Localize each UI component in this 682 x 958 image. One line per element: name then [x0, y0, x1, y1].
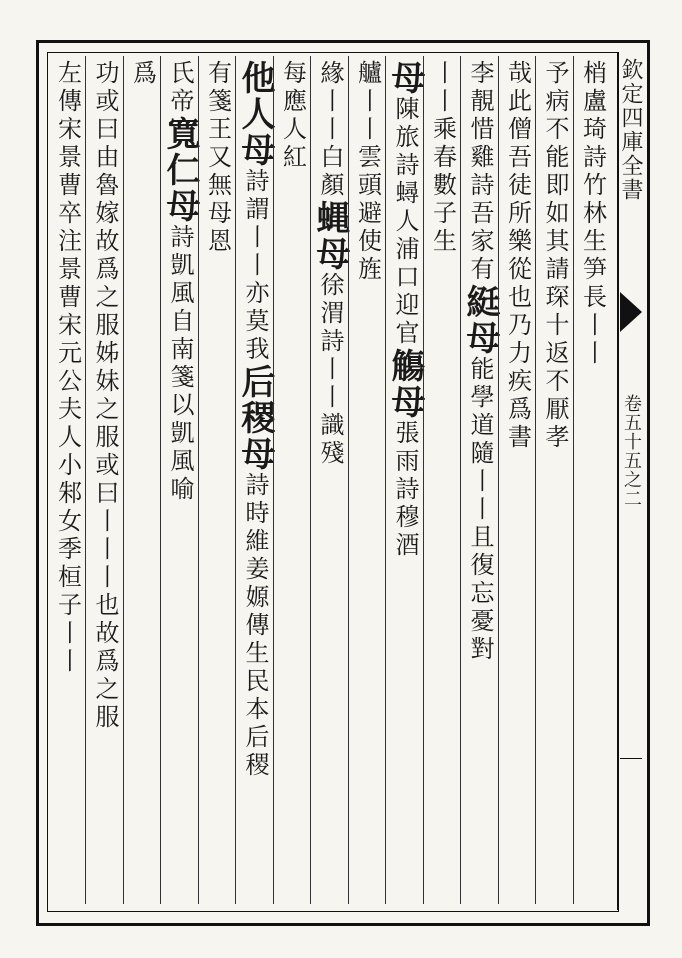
- entry-headword: 蝿母: [310, 200, 350, 272]
- column-rule: [573, 56, 574, 904]
- entry-text: 功或曰由魯嫁故爲之服姊妹之服或曰丨丨丨也故爲之服: [91, 60, 119, 732]
- entry-text: 梢盧琦詩竹林: [578, 60, 607, 228]
- fishtail-mark-icon: [620, 292, 642, 332]
- entry-text: 李靚惜雞詩吾家有: [466, 60, 494, 284]
- entry-text: 能學道隨丨丨且復忘憂對: [466, 356, 494, 664]
- text-column: [85, 60, 125, 902]
- entry-headword: 母: [385, 60, 425, 96]
- entry-text: 詩謂丨丨亦莫我: [241, 168, 269, 364]
- entry-text: 予病不能即如其請琛十返不厭孝: [541, 60, 569, 452]
- text-column: [123, 60, 163, 902]
- entry-text: 氏帝: [166, 60, 194, 116]
- text-column: [160, 60, 200, 902]
- entry-text: 緣丨丨白顏: [316, 60, 344, 200]
- text-column: [235, 60, 275, 902]
- entry-text: 艫丨丨雲頭避使旌: [353, 60, 382, 284]
- text-column: [423, 60, 463, 902]
- entry-text: 哉此僧吾徒所樂從也乃力疾爲書: [503, 60, 532, 452]
- entry-headword: 他人母: [235, 60, 275, 168]
- text-column: [273, 60, 313, 902]
- book-title: 欽定四庫全書: [618, 58, 643, 202]
- text-column: [198, 60, 238, 902]
- entry-text: 每應人紅: [278, 60, 307, 172]
- text-column: [498, 60, 538, 902]
- entry-text: 生笋長丨丨: [578, 228, 607, 368]
- column-rule: [198, 56, 199, 904]
- text-column: [460, 60, 500, 902]
- entry-text: 張雨詩穆酒: [391, 420, 419, 560]
- text-column: [385, 60, 425, 902]
- column-rule: [273, 56, 274, 904]
- entry-headword: 寬仁母: [160, 116, 200, 224]
- entry-headword: 綎母: [460, 284, 500, 356]
- column-rule: [160, 56, 161, 904]
- column-rule: [235, 56, 236, 904]
- column-rule: [385, 56, 386, 904]
- entry-text: 有箋王又無母恩: [203, 60, 232, 256]
- text-column: [348, 60, 388, 902]
- entry-text: 陳旅詩蟳人浦口迎官: [391, 96, 419, 348]
- entry-text: 徐渭詩丨丨識殘: [316, 272, 344, 468]
- text-column: [573, 60, 613, 902]
- column-rule: [423, 56, 424, 904]
- entry-text: 爲: [128, 60, 157, 88]
- column-rule: [460, 56, 461, 904]
- column-rule: [123, 56, 124, 904]
- column-rule: [310, 56, 311, 904]
- column-rule: [535, 56, 536, 904]
- entry-text: 詩凱風自南箋以凱風喻: [166, 224, 194, 504]
- entry-text: 丨丨乘春數子生: [428, 60, 457, 256]
- chapter-label: 卷五十五之二: [621, 394, 642, 508]
- text-column: [310, 60, 350, 902]
- column-rule: [85, 56, 86, 904]
- margin-divider: [620, 758, 642, 759]
- entry-text: 左傳宋景曹卒注景曹宋元公夫人小邾女季桓子丨丨: [53, 60, 82, 676]
- text-column: [535, 60, 575, 902]
- column-rule: [348, 56, 349, 904]
- column-rule: [498, 56, 499, 904]
- entry-headword: 后稷母: [235, 364, 275, 472]
- entry-headword: 觴母: [385, 348, 425, 420]
- text-column: [48, 60, 88, 902]
- entry-text: 詩時維姜嫄傳生民本后稷: [241, 472, 269, 780]
